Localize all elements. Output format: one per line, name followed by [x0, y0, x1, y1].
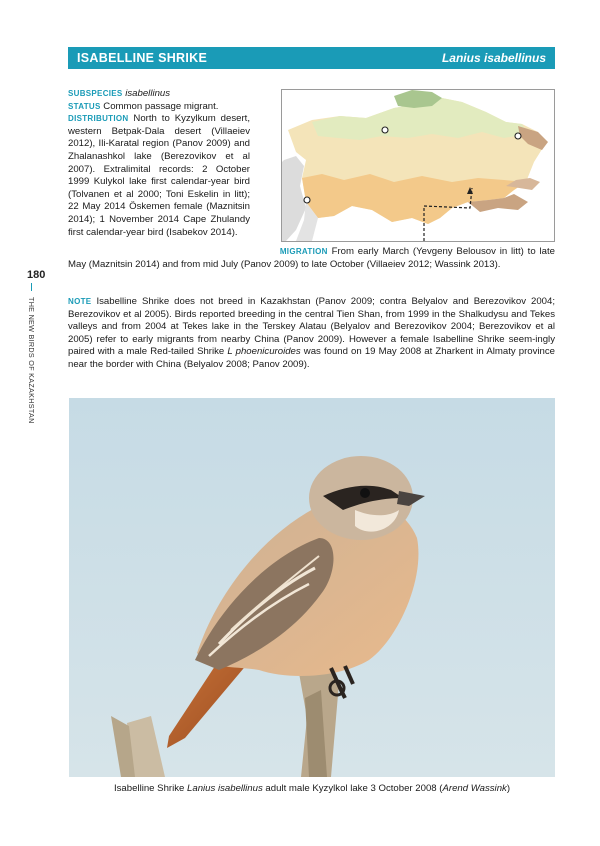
note-label: NOTE: [68, 297, 92, 306]
bird-photo: [69, 398, 555, 777]
status-label: STATUS: [68, 101, 101, 111]
subspecies-line: [68, 88, 250, 101]
note-paragraph: [68, 296, 555, 372]
subspecies-label: SUBSPECIES: [68, 89, 123, 98]
species-latin-name: Lanius isabellinus: [441, 51, 546, 65]
migration-block: [68, 246, 555, 271]
distribution-map-svg: [282, 90, 554, 241]
status-value: Common passage migrant.: [103, 100, 219, 112]
distribution-map: [281, 89, 555, 242]
migration-text: From early March (Yevgeny Belousov in litt) to late May (Maznitsin 2014) and from mid July (Panov 2009) to late October (Villaeiev 2012; Wassink 2013).: [68, 246, 555, 270]
caption-text-2: adult male Kyzylkol lake 3 October 2008 (: [262, 783, 443, 794]
distribution-label: DISTRIBUTION: [68, 114, 129, 124]
migration-indent: [68, 253, 276, 254]
species-header: [68, 47, 555, 69]
subspecies-value: isabellinus: [125, 88, 171, 99]
caption-latin: Lanius isabellinus: [187, 783, 263, 794]
page-number: 180: [27, 269, 46, 281]
page-number-rule: [31, 283, 32, 291]
note-text-1: Isabelline Shrike does not breed in Kazakhstan (Panov 2009; contra Belyalov and Berezovikov 2004; Berezovikov et al 2005). Birds reported breeding in the central Tien Shan, from 1999 in the Shalkudysu and Tekes valleys and from 2004 at Tekes lake in the Terskey Alatau (Belyalov and Berezovikov 2004; Berezovikov et al 2005) refer to early migrants from nearby China (Panov 2009). However a female Isabelline Shrike seem-ingly paired with a male Red-tailed Shrike: [68, 296, 555, 358]
distribution-paragraph: [68, 113, 250, 239]
bird-photo-illustration: [69, 398, 555, 777]
caption-text-3: ): [506, 783, 511, 794]
species-account-column: [68, 88, 250, 239]
migration-label: MIGRATION: [279, 247, 328, 256]
note-block: [68, 296, 555, 372]
migration-paragraph: [68, 246, 555, 271]
note-text-2: was found on 19 May 2008 at Zharkent in Almaty province near the border with China (Belyalov 2008; Panov 2009).: [68, 346, 556, 370]
caption-credit: Arend Wassink: [442, 783, 507, 794]
note-italic: L phoenicuroides: [227, 346, 301, 358]
species-title: ISABELLINE SHRIKE: [77, 51, 208, 65]
caption-text-1: Isabelline Shrike: [113, 783, 188, 794]
photo-caption: [69, 783, 555, 794]
running-title: THE NEW BIRDS OF KAZAKHSTAN: [27, 297, 36, 424]
distribution-text: North to Kyzylkum desert, western Betpak-Dala desert (Villaeiev 2012), Ili-Karatal region (Panov 2009) and Zhalanashkol lake (Berezovikov et al 2007). Extralimital records: 2 October 1999 Kulykol lake first calendar-year bird (Tolvanen et al 2000; Toni Eskelin in litt); 22 May 2014 Öskemen female (Maznitsin 2014); 1 November 2014 Cape Zhulandy first calendar-year bird (Isabekov 2014).: [68, 113, 250, 238]
status-line: [68, 101, 250, 114]
